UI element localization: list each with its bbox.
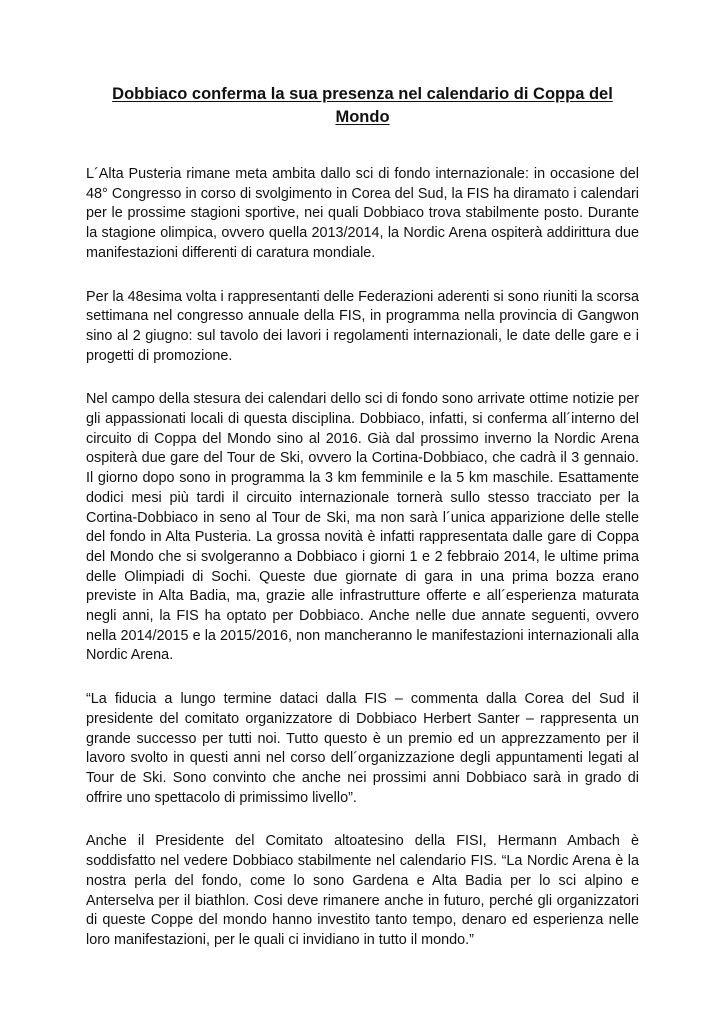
- paragraph-calendar: Nel campo della stesura dei calendari dello sci di fondo sono arrivate ottime notizie per gli appassionati locali di questa disciplina. Dobbiaco, infatti, si conferma all´interno del circuito di Coppa del Mondo sino al 2016. Già dal prossimo inverno la Nordic Arena ospiterà due gare del Tour de Ski, ovvero la Cortina-Dobbiaco, che cadrà il 3 gennaio. Il giorno dopo sono in programma la 3 km femminile e la 5 km maschile. Esattamente dodici mesi più tardi il circuito internazionale tornerà sullo stesso tracciato per la Cortina-Dobbiaco in seno al Tour de Ski, ma non sarà l´unica apparizione delle stelle del fondo in Alta Pusteria. La grossa novità è infatti rappresentata dalle gare di Coppa del Mondo che si svolgeranno a Dobbiaco i giorni 1 e 2 febbraio 2014, le ultime prima delle Olimpiadi di Sochi. Queste due giornate di gara in una prima bozza erano previste in Alta Badia, ma, grazie alle infrastrutture offerte e all´esperienza maturata negli anni, la FIS ha optato per Dobbiaco. Anche nelle due annate seguenti, ovvero nella 2014/2015 e la 2015/2016, non mancheranno le manifestazioni internazionali alla Nordic Arena.: [86, 391, 639, 664]
- paragraph-santer-quote: “La fiducia a lungo termine dataci dalla FIS – commenta dalla Corea del Sud il presidente del comitato organizzatore di Dobbiaco Herbert Santer – rappresenta un grande successo per tutti noi. Tutto questo è un premio ed un apprezzamento per il lavoro svolto in questi anni nel corso dell´organizzazione degli appuntamenti legati al Tour de Ski. Sono convinto che anche nei prossimi anni Dobbiaco sarà in grado di offrire uno spettacolo di primissimo livello”.: [86, 691, 639, 806]
- document-body: [86, 165, 639, 975]
- paragraph-ambach-quote: Anche il Presidente del Comitato altoatesino della FISI, Hermann Ambach è soddisfatto nel vedere Dobbiaco stabilmente nel calendario FIS. “La Nordic Arena è la nostra perla del fondo, come lo sono Gardena e Alta Badia per lo sci alpino e Anterselva per il biathlon. Cosi deve rimanere anche in futuro, perché gli organizzatori di queste Coppe del mondo hanno investito tanto tempo, denaro ed esperienza nelle loro manifestazioni, per le quali ci invidiano in tutto il mondo.”: [86, 833, 639, 948]
- paragraph-intro: L´Alta Pusteria rimane meta ambita dallo sci di fondo internazionale: in occasione del 48° Congresso in corso di svolgimento in Corea del Sud, la FIS ha diramato i calendari per le prossime stagioni sportive, nei quali Dobbiaco trova stabilmente posto. Durante la stagione olimpica, ovvero quella 2013/2014, la Nordic Arena ospiterà addirittura due manifestazioni differenti di caratura mondiale.: [86, 166, 639, 261]
- paragraph-congress: Per la 48esima volta i rappresentanti delle Federazioni aderenti si sono riuniti la scorsa settimana nel congresso annuale della FIS, in programma nella provincia di Gangwon sino al 2 giugno: sul tavolo dei lavori i regolamenti internazionali, le date delle gare e i progetti di promozione.: [86, 288, 639, 364]
- document-title: Dobbiaco conferma la sua presenza nel calendario di Coppa del Mondo: [112, 85, 613, 126]
